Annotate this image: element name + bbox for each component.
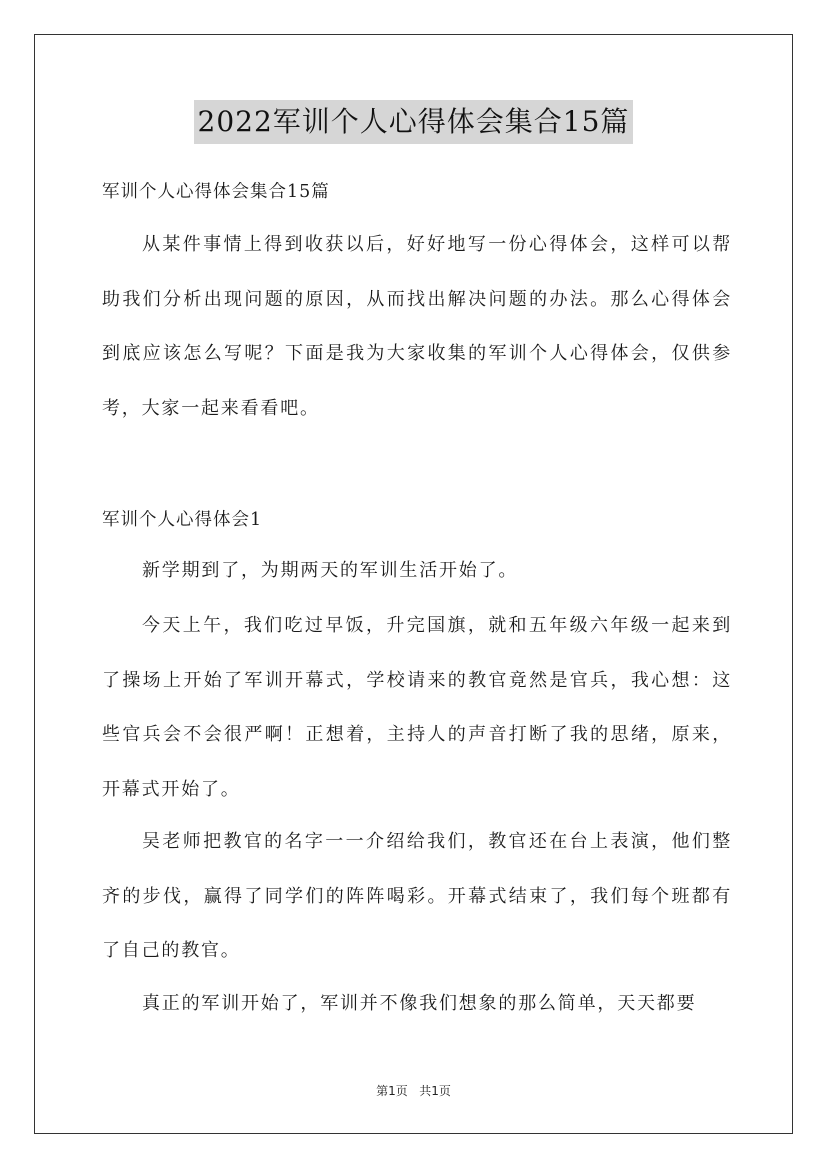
page-total: 共1页 bbox=[419, 1084, 451, 1098]
body-paragraph: 今天上午，我们吃过早饭，升完国旗，就和五年级六年级一起来到了操场上开始了军训开幕式，学校请来的教官竟然是官兵，我心想：这些官兵会不会很严啊！正想着，主持人的声音打断了我的思绪，原来，开幕式开始了。 bbox=[102, 615, 732, 800]
page-footer bbox=[0, 1082, 827, 1099]
body-paragraph: 真正的军训开始了，军训并不像我们想象的那么简单，天天都要 bbox=[142, 993, 697, 1014]
page-number: 第1页 bbox=[376, 1084, 408, 1098]
document-title: 2022军训个人心得体会集合15篇 bbox=[194, 100, 634, 144]
title-container bbox=[0, 100, 827, 144]
body-paragraph: 吴老师把教官的名字一一介绍给我们，教官还在台上表演，他们整齐的步伐，赢得了同学们的阵阵喝彩。开幕式结束了，我们每个班都有了自己的教官。 bbox=[102, 831, 732, 961]
section-heading: 军训个人心得体会1 bbox=[102, 510, 263, 530]
body-paragraph: 新学期到了，为期两天的军训生活开始了。 bbox=[142, 560, 519, 581]
intro-paragraph: 从某件事情上得到收获以后，好好地写一份心得体会，这样可以帮助我们分析出现问题的原因，从而找出解决问题的办法。那么心得体会到底应该怎么写呢？下面是我为大家收集的军训个人心得体会，仅供参考，大家一起来看看吧。 bbox=[102, 234, 732, 419]
document-subtitle: 军训个人心得体会集合15篇 bbox=[102, 182, 330, 202]
